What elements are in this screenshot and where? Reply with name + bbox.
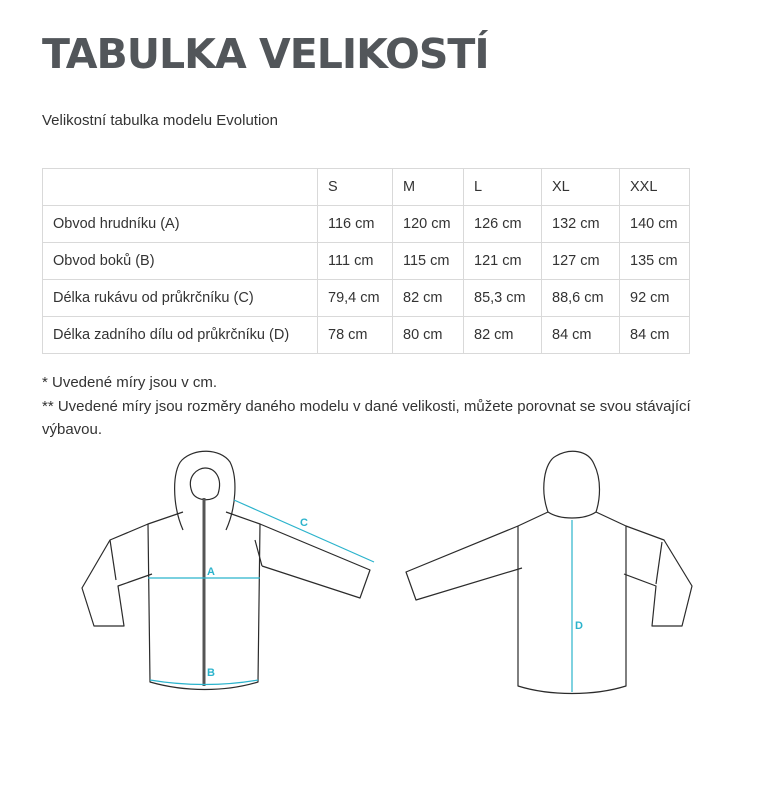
table-cell: 120 cm <box>393 206 464 243</box>
header-cell: XXL <box>620 169 690 206</box>
table-cell: 84 cm <box>542 317 620 354</box>
table-header-row <box>43 169 690 206</box>
sleeve-measure-line <box>234 500 374 562</box>
row-label: Délka rukávu od průkrčníku (C) <box>43 280 318 317</box>
note-units: * Uvedené míry jsou v cm. <box>42 374 218 391</box>
table-cell: 85,3 cm <box>464 280 542 317</box>
jacket-front-outline <box>82 451 370 689</box>
table-cell: 135 cm <box>620 243 690 280</box>
table-row <box>43 206 690 243</box>
table-cell: 115 cm <box>393 243 464 280</box>
header-cell <box>43 169 318 206</box>
table-cell: 82 cm <box>393 280 464 317</box>
table-cell: 116 cm <box>318 206 393 243</box>
table-cell: 78 cm <box>318 317 393 354</box>
header-cell: XL <box>542 169 620 206</box>
table-cell: 84 cm <box>620 317 690 354</box>
label-d: D <box>575 620 583 632</box>
row-label: Délka zadního dílu od průkrčníku (D) <box>43 317 318 354</box>
size-table <box>42 168 690 354</box>
table-cell: 79,4 cm <box>318 280 393 317</box>
jacket-back-outline <box>406 451 692 693</box>
table-cell: 121 cm <box>464 243 542 280</box>
label-b: B <box>207 667 215 679</box>
row-label: Obvod boků (B) <box>43 243 318 280</box>
table-cell: 140 cm <box>620 206 690 243</box>
label-c: C <box>300 517 308 529</box>
table-cell: 88,6 cm <box>542 280 620 317</box>
table-row <box>43 317 690 354</box>
table-cell: 82 cm <box>464 317 542 354</box>
model-subtitle: Velikostní tabulka modelu Evolution <box>42 112 278 129</box>
label-a: A <box>207 566 215 578</box>
size-notes <box>42 371 742 442</box>
header-cell: L <box>464 169 542 206</box>
table-cell: 132 cm <box>542 206 620 243</box>
page-title: TABULKA VELIKOSTÍ <box>42 30 489 78</box>
table-cell: 111 cm <box>318 243 393 280</box>
row-label: Obvod hrudníku (A) <box>43 206 318 243</box>
table-row <box>43 243 690 280</box>
table-cell: 92 cm <box>620 280 690 317</box>
table-cell: 127 cm <box>542 243 620 280</box>
header-cell: S <box>318 169 393 206</box>
jacket-measurement-diagram <box>0 440 779 710</box>
table-cell: 126 cm <box>464 206 542 243</box>
header-cell: M <box>393 169 464 206</box>
table-row <box>43 280 690 317</box>
table-cell: 80 cm <box>393 317 464 354</box>
note-comparison: ** Uvedené míry jsou rozměry daného modelu v dané velikosti, můžete porovnat se svou stávající výbavou. <box>42 397 691 438</box>
